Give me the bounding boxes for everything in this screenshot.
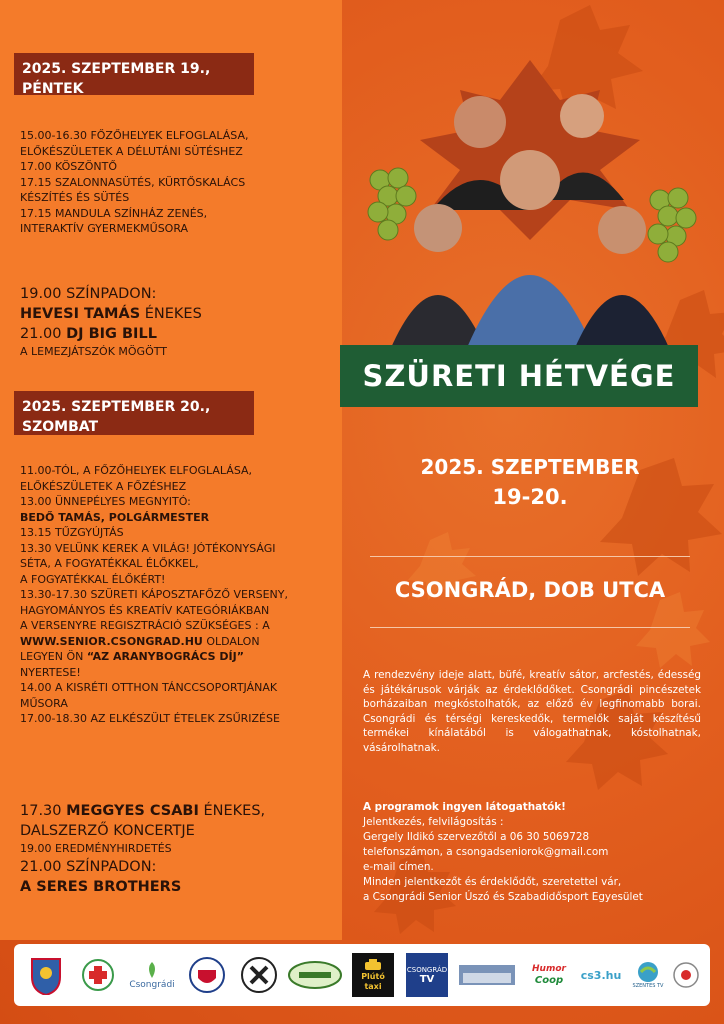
concert-line [20,801,340,821]
dj-name: DJ BIG BILL [66,326,157,342]
event-date-line-1: 2025. SZEPTEMBER [420,455,640,479]
sponsor-footer [14,944,710,1006]
grape-cluster-right-icon [648,188,696,262]
schedule-line: 11.00-TÓL, A FŐZŐHELYEK ELFOGLALÁSA, [20,464,253,477]
schedule-line: 17.15 MANDULA SZÍNHÁZ ZENÉS, [20,206,208,220]
schedule-line: 17.00-18.30 AZ ELKÉSZÜLT ÉTELEK ZSŰRIZÉSE [20,712,280,725]
pluto-taxi-logo [352,953,394,997]
humor-coop-logo [526,953,572,997]
schedule-line: 13.00 ÜNNEPÉLYES MEGNYITÓ: [20,495,191,508]
mayor-name: BEDŐ TAMÁS, POLGÁRMESTER [20,510,210,524]
csongrad-tv-text: CSONGRÁD [406,966,448,974]
concert-line-2: DALSZERZŐ KONCERTJE [20,823,195,839]
szentes-tv-text: SZENTES TV [632,983,664,989]
schedule-line: ELŐKÉSZÜLETEK A FŐZÉSHEZ [20,479,187,493]
friday-date: 2025. SZEPTEMBER 19., [22,61,211,77]
friday-weekday: PÉNTEK [22,81,84,97]
schedule-line: 15.00-16.30 FŐZŐHELYEK ELFOGLALÁSA, [20,129,249,142]
contact-line: a Csongrádi Senior Úszó és Szabadidősport Egyesület [363,891,643,903]
schedule-line: 14.00 A KISRÉTI OTTHON TÁNCCSOPORTJÁNAK [20,681,278,694]
friday-performers [20,284,340,360]
friday-dj-line [20,324,340,344]
humor-text: Humor [532,964,566,974]
event-venue: CSONGRÁD, DOB UTCA [394,578,666,602]
schedule-line: MŰSORA [20,696,68,710]
prize-name: “AZ ARANYBOGRÁCS DÍJ” [86,650,244,663]
saturday-schedule [20,463,340,727]
friday-stage-line: 19.00 SZÍNPADON: [20,286,157,302]
results-line: 19.00 EREDMÉNYHIRDETÉS [20,842,172,855]
performer-role: ÉNEKES [140,306,202,322]
headliner-name: A SERES BROTHERS [20,878,182,895]
event-title-banner [340,345,698,407]
contact-line: Gergely Ildikó szervezőtől a 06 30 5069728 [363,831,590,843]
csongradi-logo [122,953,182,997]
schedule-line: 17.00 KÖSZÖNTŐ [20,160,118,173]
grape-cluster-left-icon [368,168,416,240]
round-badge-logo [670,953,702,997]
schedule-line: A FOGYATÉKKAL ÉLŐKÉRT! [20,572,166,586]
schedule-line: SÉTA, A FOGYATÉKKAL ÉLŐKKEL, [20,557,199,570]
headliner-line [20,877,340,897]
contact-block [363,800,708,905]
friday-dj-note: A LEMEZJÁTSZÓK MÖGÖTT [20,345,167,358]
schedule-line: A VERSENYRE REGISZTRÁCIÓ SZÜKSÉGES : A [20,619,270,632]
schedule-line [20,634,340,650]
saturday-date-banner [14,391,254,435]
city-crest-logo [26,953,66,997]
divider [370,556,690,557]
performer-name: HEVESI TAMÁS [20,306,141,322]
contact-line: e-mail címen. [363,861,434,873]
dj-time: 21.00 [20,326,67,342]
saturday-stage-line: 21.00 SZÍNPADON: [20,858,157,875]
prize-prefix: LEGYEN ÖN [20,650,87,663]
green-oval-logo [286,953,344,997]
cs3-text: cs3.hu [580,968,622,982]
contact-line: Minden jelentkezőt és érdeklődőt, szeretettel vár, [363,876,622,888]
friday-performer-line [20,304,340,324]
registration-website: WWW.SENIOR.CSONGRAD.HU [20,634,203,648]
schedule-line: INTERAKTÍV GYERMEKMŰSORA [20,222,189,235]
building-photo-logo [458,953,516,997]
schedule-line [20,649,340,665]
event-date-line-2: 19-20. [492,485,568,509]
free-entry-text: A programok ingyen látogathatók! [363,801,566,813]
szentes-tv-logo [630,953,666,997]
schedule-line: KÉSZÍTÉS ÉS SÜTÉS [20,191,130,204]
friday-date-banner [14,53,254,95]
saturday-performers [20,801,340,897]
performers-photo [360,60,700,350]
event-title: SZÜRETI HÉTVÉGE [362,359,676,393]
coop-text: Coop [534,975,564,986]
csongradi-text: Csongrádi [129,980,175,990]
concert-name: MEGGYES CSABI [66,803,199,819]
health-cross-logo [80,953,116,997]
event-description: A rendezvény ideje alatt, büfé, kreatív sátor, arcfestés, édesség és játékárusok várják az érdeklődőket. Csongrádi pincészetek borházaiban megkóstolhatók, az előző év legfinomabb borai. Csongrádi és térségi kereskedők, termelők saját készítésű termékei kínálatából is válogathatnak, kóstolhatnak, vásárolhatnak. [363,669,701,754]
csongrad-tv-logo [406,953,448,997]
schedule-line: 13.15 TŰZGYÚJTÁS [20,526,124,539]
friday-schedule [20,128,340,237]
schedule-line [20,510,340,526]
saturday-weekday: SZOMBAT [22,419,99,435]
schedule-line: 13.30 VELÜNK KEREK A VILÁG! JÓTÉKONYSÁGI [20,541,276,555]
concert-role: ÉNEKES, [198,803,266,819]
divider [370,627,690,628]
schedule-line: 13.30-17.30 SZÜRETI KÁPOSZTAFŐZŐ VERSENY, [20,588,288,601]
schedule-line: HAGYOMÁNYOS ÉS KREATÍV KATEGÓRIÁKBAN [20,603,270,617]
club-crest-logo [186,953,228,997]
website-suffix: OLDALON [202,634,260,648]
contact-line: telefonszámon, a csongadseniorok@gmail.com [363,846,609,858]
schedule-line: NYERTESE! [20,665,81,679]
schedule-line: 17.15 SZALONNASÜTÉS, KÜRTŐSKALÁCS [20,175,246,189]
concert-time: 17.30 [20,803,67,819]
tv-text: TV [419,974,435,985]
saturday-date: 2025. SZEPTEMBER 20., [22,399,211,415]
schedule-line: ELŐKÉSZÜLETEK A DÉLUTÁNI SÜTÉSHEZ [20,144,243,158]
sport-association-logo [238,953,280,997]
contact-line: Jelentkezés, felvilágosítás : [363,816,504,828]
event-dates [360,452,700,512]
pluto-sub: taxi [364,982,382,991]
pluto-text: Plútó [361,972,385,981]
contact-headline [363,800,708,815]
cs3-logo [578,953,624,997]
